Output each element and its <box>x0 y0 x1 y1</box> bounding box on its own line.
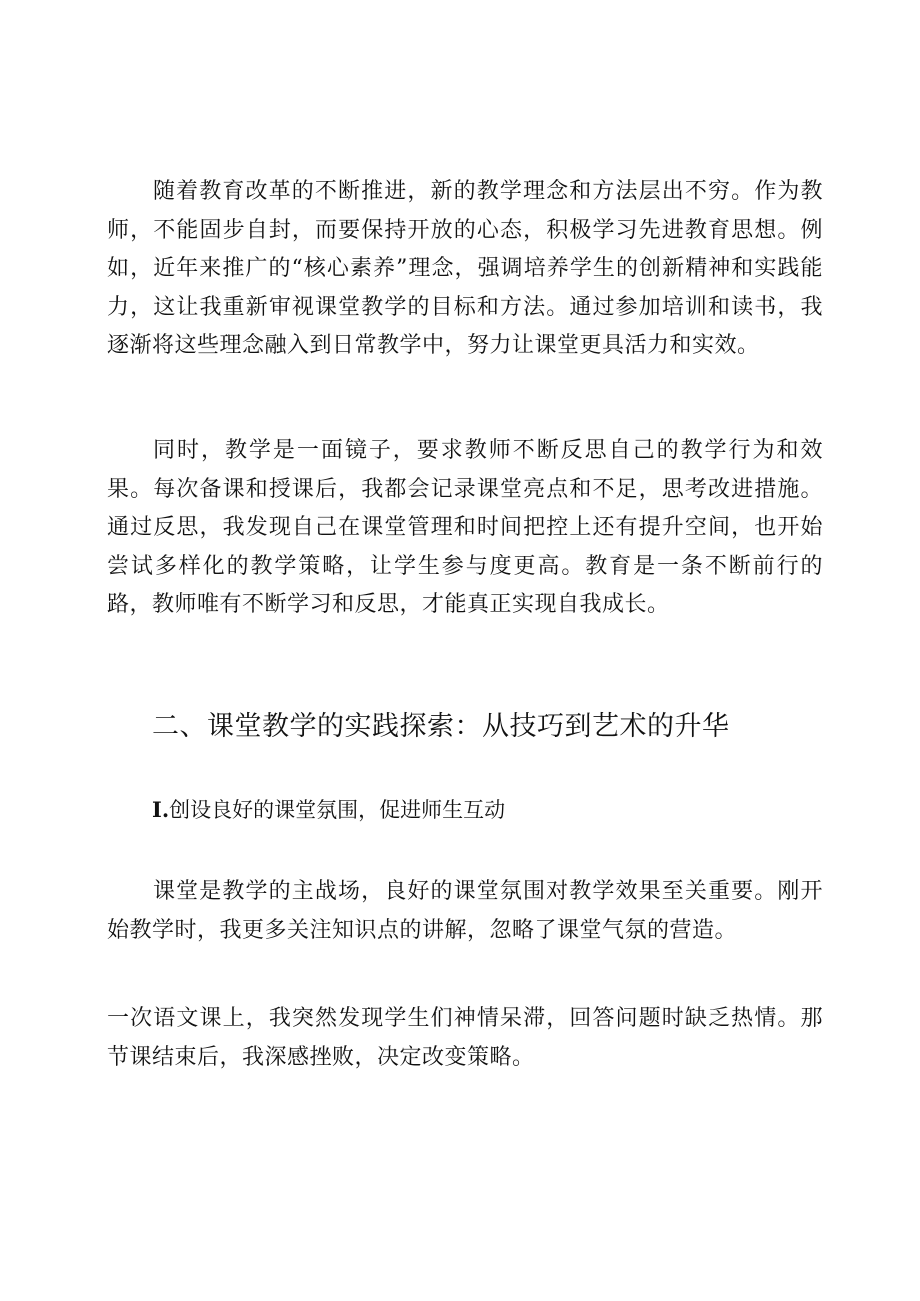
paragraph-education-reform: 随着教育改革的不断推进，新的教学理念和方法层出不穷。作为教师，不能固步自封，而要保持开放的心态，积极学习先进教育思想。例如，近年来推广的“核心素养”理念，强调培养学生的创新精神和实践能力，这让我重新审视课堂教学的目标和方法。通过参加培训和读书，我逐渐将这些理念融入到日常教学中，努力让课堂更具活力和实效。 <box>107 179 823 358</box>
subsection-title: 创设良好的课堂氛围，促进师生互动 <box>169 798 506 822</box>
subsection-heading <box>152 794 505 824</box>
subsection-number: I. <box>152 797 170 822</box>
paragraph-classroom-atmosphere: 课堂是教学的主战场，良好的课堂氛围对教学效果至关重要。刚开始教学时，我更多关注知识点的讲解，忽略了课堂气氛的营造。 <box>107 879 823 943</box>
section-heading: 二、课堂教学的实践探索：从技巧到艺术的升华 <box>152 711 730 742</box>
paragraph-chinese-class-story: 一次语文课上，我突然发现学生们神情呆滞，回答问题时缺乏热情。那节课结束后，我深感挫败，决定改变策略。 <box>107 1006 823 1070</box>
paragraph-teaching-reflection: 同时，教学是一面镜子，要求教师不断反思自己的教学行为和效果。每次备课和授课后，我都会记录课堂亮点和不足，思考改进措施。通过反思，我发现自己在课堂管理和时间把控上还有提升空间，也开始尝试多样化的教学策略，让学生参与度更高。教育是一条不断前行的路，教师唯有不断学习和反思，才能真正实现自我成长。 <box>107 438 823 617</box>
